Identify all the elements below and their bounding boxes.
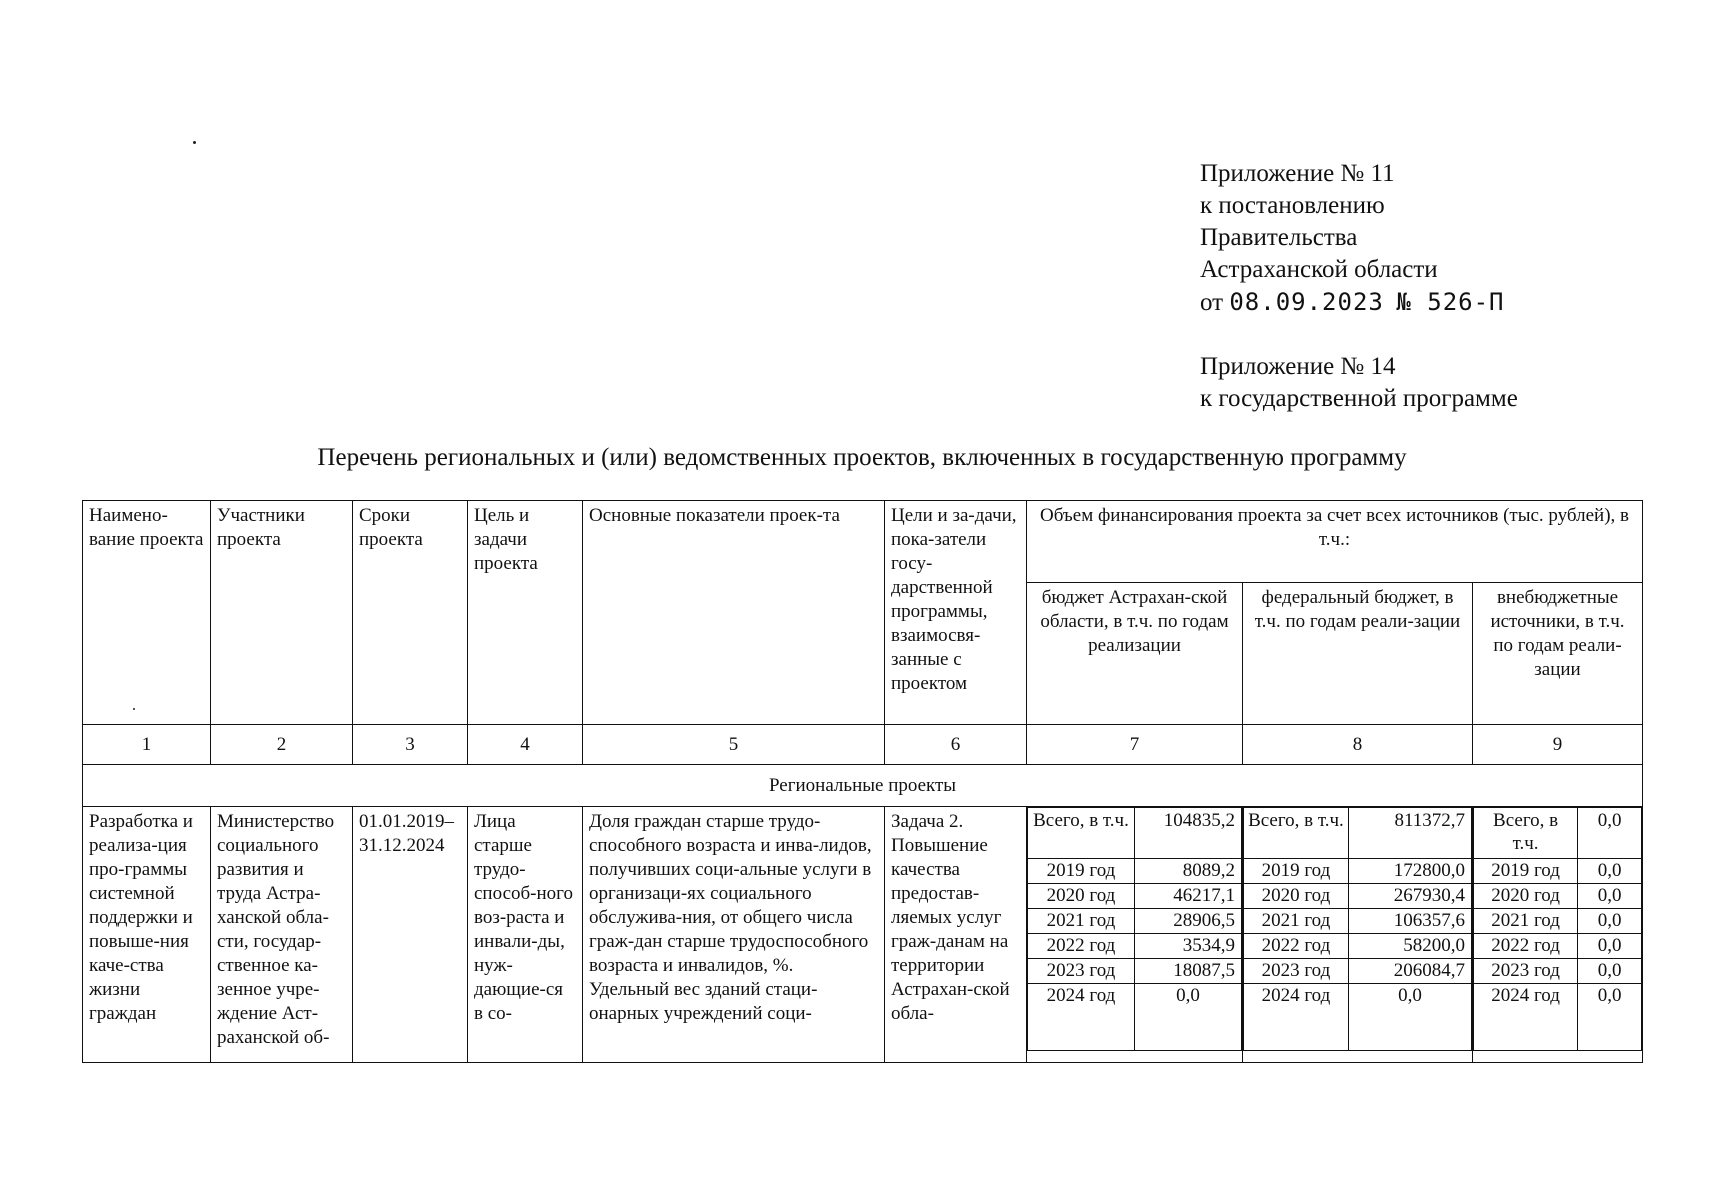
project-period: 01.01.2019–31.12.2024 [353,807,468,1063]
appendix-line: Астраханской области [1200,256,1438,283]
funding-value: 0,0 [1578,859,1642,884]
funding-value: 172800,0 [1348,859,1471,884]
funding-value: 206084,7 [1348,959,1471,984]
funding-value: 106357,6 [1348,909,1471,934]
column-number: 2 [211,725,353,765]
funding-label: 2022 год [1474,934,1578,959]
funding-value: 18087,5 [1135,959,1242,984]
funding-value: 46217,1 [1135,884,1242,909]
decree-number: № 526-П [1396,288,1505,316]
decree-date: 08.09.2023 [1229,288,1384,316]
funding-label: 2023 год [1474,959,1578,984]
header-federal-budget: федеральный бюджет, в т.ч. по годам реали-зации [1243,583,1473,725]
funding-value: 0,0 [1135,984,1242,1051]
funding-label: Всего, в т.ч. [1244,808,1349,859]
funding-label: 2021 год [1474,909,1578,934]
project-indicators: Доля граждан старше трудо-способного возраста и инва-лидов, получивших соци-альные услуги в организаци-ях социального обслужива-ния, от общего числа граж-дан старше трудоспособного возраста и инвалидов, %. Удельный вес зданий стаци-онарных учреждений соци- [583,807,885,1063]
column-number: 8 [1243,725,1473,765]
funding-label: 2024 год [1474,984,1578,1051]
funding-value: 8089,2 [1135,859,1242,884]
header-indicators: Основные показатели проек-та [583,501,885,725]
project-goal: Лица старше трудо-способ-ного воз-раста и инвали-ды, нуж-дающие-ся в со- [468,807,583,1063]
funding-label: 2022 год [1028,934,1135,959]
appendix-line: Приложение № 14 [1200,353,1396,380]
federal-funding-table [1243,807,1472,1051]
header-name: Наимено-вание проекта [83,501,211,725]
funding-value: 58200,0 [1348,934,1471,959]
document-title: Перечень региональных и (или) ведомственных проектов, включенных в государственную программу [317,444,1407,471]
header-participants: Участники проекта [211,501,353,725]
projects-table [82,500,1643,1063]
appendix-line: Правительства [1200,224,1358,251]
appendix-line: к постановлению [1200,192,1385,219]
funding-value: 0,0 [1578,909,1642,934]
funding-label: Всего, в т.ч. [1028,808,1135,859]
funding-label: 2020 год [1028,884,1135,909]
funding-label: 2020 год [1244,884,1349,909]
funding-label: 2024 год [1244,984,1349,1051]
appendix-line: к государственной программе [1200,385,1518,412]
header-period: Сроки проекта [353,501,468,725]
funding-value: 28906,5 [1135,909,1242,934]
column-number: 6 [885,725,1027,765]
header-extrabudgetary: внебюджетные источники, в т.ч. по годам реали-зации [1473,583,1643,725]
column-number: 4 [468,725,583,765]
funding-label: 2021 год [1028,909,1135,934]
funding-label: 2019 год [1028,859,1135,884]
funding-label: 2023 год [1244,959,1349,984]
date-prefix: от [1200,289,1224,316]
project-program-tasks: Задача 2. Повышение качества предостав-ляемых услуг граж-данам на территории Астрахан-ской обла- [885,807,1027,1063]
funding-value: 811372,7 [1348,808,1471,859]
funding-label: 2019 год [1244,859,1349,884]
funding-label: 2023 год [1028,959,1135,984]
extrabudgetary-funding-table [1473,807,1642,1051]
column-number: 3 [353,725,468,765]
funding-value: 3534,9 [1135,934,1242,959]
regional-funding-table [1027,807,1242,1051]
funding-label: 2021 год [1244,909,1349,934]
column-number: 5 [583,725,885,765]
section-title: Региональные проекты [83,765,1643,807]
funding-label: 2024 год [1028,984,1135,1051]
federal-funding-cell [1243,807,1473,1063]
funding-value: 0,0 [1578,884,1642,909]
appendix-block-2 [1200,351,1518,415]
funding-label: Всего, в т.ч. [1474,808,1578,859]
project-participants: Министерство социального развития и труда Астра-ханской обла-сти, государ-ственное ка-зенное учре-ждение Аст-раханской об- [211,807,353,1063]
column-number: 7 [1027,725,1243,765]
funding-value: 267930,4 [1348,884,1471,909]
funding-label: 2022 год [1244,934,1349,959]
appendix-block-1 [1200,158,1505,319]
funding-value: 0,0 [1348,984,1471,1051]
funding-value: 0,0 [1578,808,1642,859]
appendix-line: Приложение № 11 [1200,160,1395,187]
regional-funding-cell [1027,807,1243,1063]
project-name: Разработка и реализа-ция про-граммы системной поддержки и повыше-ния каче-ства жизни граждан [83,807,211,1063]
appendix-date-line [1200,286,1505,319]
funding-label: 2019 год [1474,859,1578,884]
header-goal: Цель и задачи проекта [468,501,583,725]
funding-value: 0,0 [1578,984,1642,1051]
column-number: 9 [1473,725,1643,765]
funding-label: 2020 год [1474,884,1578,909]
extrabudgetary-funding-cell [1473,807,1643,1063]
funding-value: 0,0 [1578,934,1642,959]
funding-value: 104835,2 [1135,808,1242,859]
column-number: 1 [83,725,211,765]
header-regional-budget: бюджет Астрахан-ской области, в т.ч. по годам реализации [1027,583,1243,725]
header-program-tasks: Цели и за-дачи, пока-затели госу-дарственной программы, взаимосвя-занные с проектом [885,501,1027,725]
funding-value: 0,0 [1578,959,1642,984]
scan-speck [193,141,196,144]
header-funding-group: Объем финансирования проекта за счет всех источников (тыс. рублей), в т.ч.: [1027,501,1643,583]
